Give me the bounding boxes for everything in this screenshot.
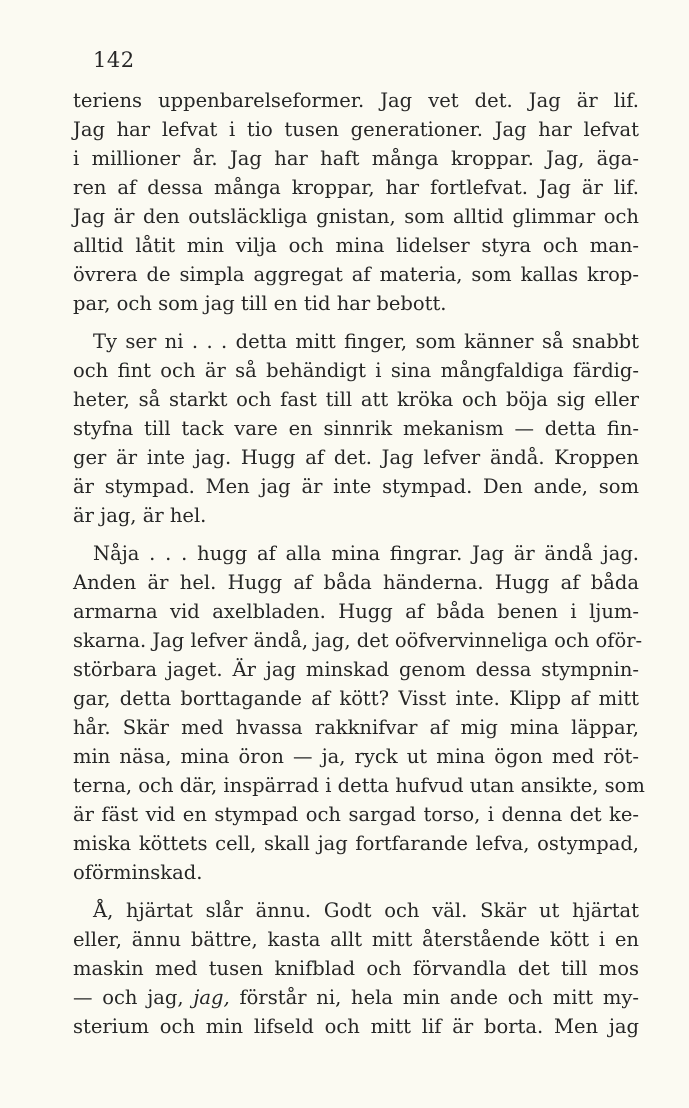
- page-number: 142: [93, 48, 135, 72]
- text-line: gar, detta borttagande af kött? Visst inte. Klipp af mitt: [73, 687, 639, 710]
- text-line: och fint och är så behändigt i sina mångfaldiga färdig-: [73, 359, 639, 382]
- text-line: alltid låtit min vilja och mina lidelser styra och man-: [73, 234, 639, 257]
- text-line: oförminskad.: [73, 861, 203, 884]
- text-line: ger är inte jag. Hugg af det. Jag lefver ändå. Kroppen: [73, 446, 639, 469]
- text-line: skarna. Jag lefver ändå, jag, det oöfvervinneliga och oför-: [73, 629, 643, 652]
- text-line: hår. Skär med hvassa rakknifvar af mig mina läppar,: [73, 716, 639, 739]
- text-line: är stympad. Men jag är inte stympad. Den ande, som: [73, 475, 639, 498]
- text-line: min näsa, mina öron — ja, ryck ut mina ögon med röt-: [73, 745, 639, 768]
- paragraph-first-line: Å, hjärtat slår ännu. Godt och väl. Skär ut hjärtat: [93, 899, 639, 922]
- text-line: maskin med tusen knifblad och förvandla det till mos: [73, 957, 639, 980]
- text-line: terna, och där, inspärrad i detta hufvud utan ansikte, som: [73, 774, 645, 797]
- paragraph-first-line: Ty ser ni . . . detta mitt finger, som känner så snabbt: [93, 330, 639, 353]
- text-line: armarna vid axelbladen. Hugg af båda benen i ljum-: [73, 600, 639, 623]
- line-segment: — och jag,: [73, 986, 194, 1009]
- text-line: Jag är den outsläckliga gnistan, som alltid glimmar och: [73, 205, 639, 228]
- text-line: övrera de simpla aggregat af materia, som kallas krop-: [73, 263, 639, 286]
- text-line: i millioner år. Jag har haft många kroppar. Jag, äga-: [73, 147, 639, 170]
- text-line: är fäst vid en stympad och sargad torso, i denna det ke-: [73, 803, 639, 826]
- text-line: Jag har lefvat i tio tusen generationer. Jag har lefvat: [73, 118, 639, 141]
- text-line: är jag, är hel.: [73, 504, 207, 527]
- italic-word: jag,: [193, 986, 230, 1009]
- text-line: sterium och min lifseld och mitt lif är borta. Men jag: [73, 1015, 639, 1038]
- text-line: miska köttets cell, skall jag fortfarande lefva, ostympad,: [73, 832, 639, 855]
- text-line-with-italic: [73, 984, 639, 1012]
- paragraph-first-line: Nåja . . . hugg af alla mina fingrar. Jag är ändå jag.: [93, 542, 639, 565]
- text-line: störbara jaget. Är jag minskad genom dessa stympnin-: [73, 658, 639, 681]
- text-line: ren af dessa många kroppar, har fortlefvat. Jag är lif.: [73, 176, 639, 199]
- text-line: styfna till tack vare en sinnrik mekanism — detta fin-: [73, 417, 639, 440]
- text-line: heter, så starkt och fast till att kröka och böja sig eller: [73, 388, 639, 411]
- line-segment: förstår ni, hela min ande och mitt my-: [229, 986, 639, 1009]
- text-line: teriens uppenbarelseformer. Jag vet det. Jag är lif.: [73, 89, 639, 112]
- text-line: eller, ännu bättre, kasta allt mitt återstående kött i en: [73, 928, 639, 951]
- text-line: par, och som jag till en tid har bebott.: [73, 292, 447, 315]
- text-line: Anden är hel. Hugg af båda händerna. Hugg af båda: [73, 571, 639, 594]
